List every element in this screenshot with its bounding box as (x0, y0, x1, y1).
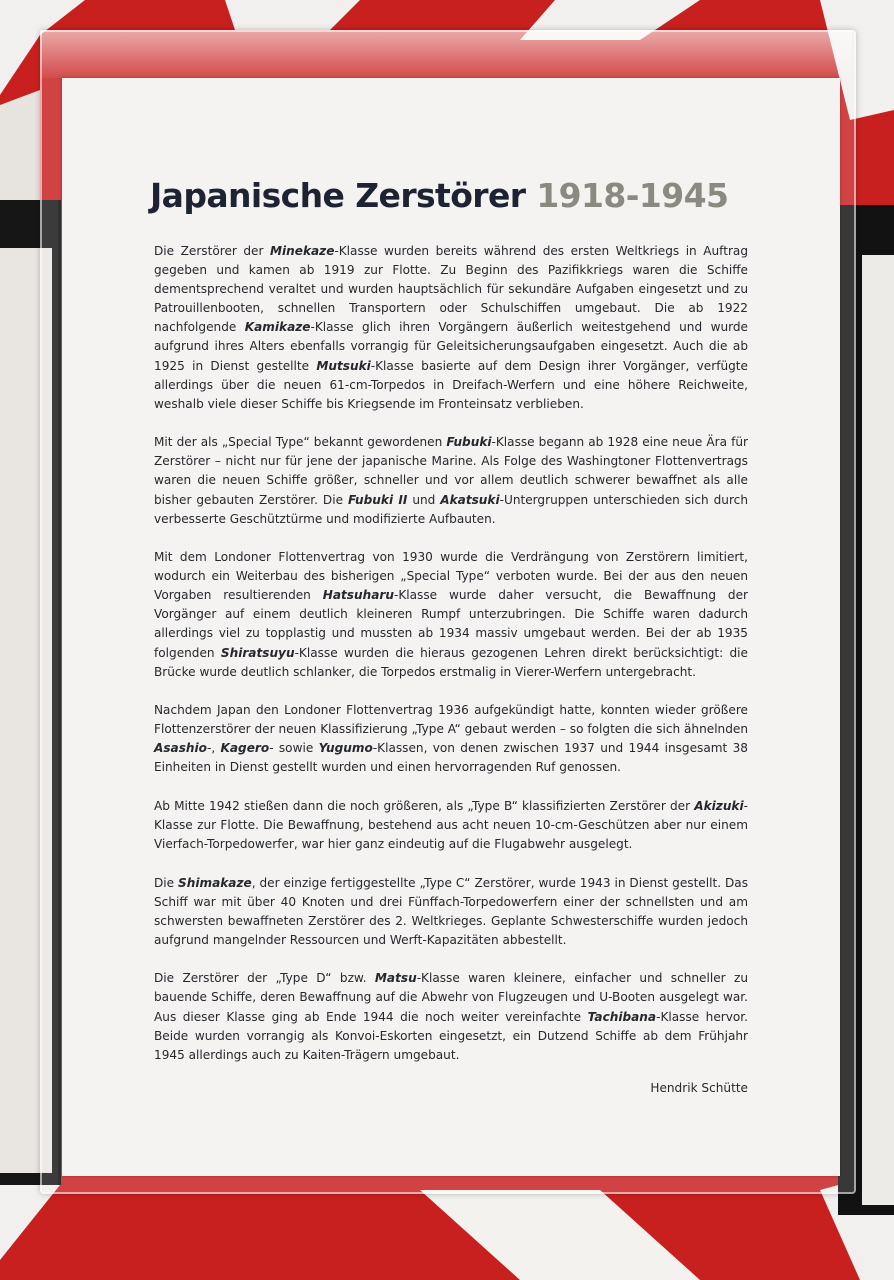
body-paragraph (154, 242, 748, 414)
sign-body-text (154, 242, 748, 1084)
paragraph-text: Nachdem Japan den Londoner Flottenvertrag 1936 aufgekündigt hatte, konnten wieder größere Flottenzerstörer der neuen Klassifizierung „Type A“ gebaut werden – so folgten die sich ähnelnden (154, 703, 748, 737)
ship-class-name: Minekaze (269, 244, 335, 258)
ship-class-name: Akizuki (694, 798, 744, 813)
ship-class-name: Shimakaze (178, 875, 252, 890)
title-main: Japanische Zerstörer (150, 176, 526, 215)
ship-class-name: Kamikaze (244, 320, 311, 335)
ship-class-name: Kagero (220, 741, 270, 756)
ship-class-name: Asashio (154, 741, 207, 756)
paragraph-text: -Klasse hervor. Beide wurden vorrangig als Konvoi-Eskorten eingesetzt, ein Dutzend Schiffe ab dem Frühjahr 1945 allerdings auch zu Kaiten-Trägern umgebaut. (154, 1009, 749, 1062)
paragraph-text: -Klasse wurden bereits während des ersten Weltkriegs in Auftrag gegeben und kamen ab 1919 zur Flotte. Zu Beginn des Pazifikkriegs waren die Schiffe dementsprechend veraltet und wurden hauptsächlich für sekundäre Aufgaben eingesetzt und zu Patrouillenbooten, schnellen Transportern oder Schulschiffen umgebaut. Die ab 1922 nachfolgende (154, 244, 748, 335)
ship-class-name: Matsu (374, 971, 417, 986)
ship-class-name: Tachibana (587, 1009, 657, 1024)
paragraph-text: -Klasse basierte auf dem Design ihrer Vorgänger, verfügte allerdings über die neuen 61-cm-Torpedos in Dreifach-Werfern und eine höhere Reichweite, weshalb viele dieser Schiffe bis Kriegsende im Fronteinsatz verblieben. (154, 358, 748, 411)
paragraph-text: - sowie (269, 741, 319, 756)
sign-title (150, 176, 770, 215)
paragraph-text: , der einzige fertiggestellte „Type C“ Zerstörer, wurde 1943 in Dienst gestellt. Das Schiff war mit über 40 Knoten und drei Fünffach-Torpedowerfern einer der schnellsten und am schwersten bewaffneten Zerstörer des 2. Weltkrieges. Geplante Schwesterschiffe wurden jedoch aufgrund mangelnder Ressourcen und Werft-Kapazitäten abbestellt. (154, 875, 748, 947)
ship-class-name: Hatsuharu (322, 588, 394, 603)
paragraph-text: -Klasse waren kleinere, einfacher und schneller zu bauende Schiffe, deren Bewaffnung auf die Abwehr von Flugzeugen und U-Booten ausgelegt war. Aus dieser Klasse ging ab Ende 1944 die noch weiter vereinfachte (154, 971, 748, 1024)
paragraph-text: -Klassen, von denen zwischen 1937 und 1944 insgesamt 38 Einheiten in Dienst gestellt wurden und einen hervorragenden Ruf genossen. (154, 741, 748, 775)
paragraph-text: -Klasse zur Flotte. Die Bewaffnung, bestehend aus acht neuen 10-cm-Geschützen aber nur einem Vierfach-Torpedowerfer, war hier ganz eindeutig auf die Flugabwehr ausgelegt. (154, 798, 748, 852)
body-paragraph (154, 797, 748, 854)
paragraph-text: Die (154, 875, 179, 890)
paragraph-text: -Klasse begann ab 1928 eine neue Ära für Zerstörer – nicht nur für jene der japanische Marine. Als Folge des Washingtoner Flottenvertrags waren die neuen Schiffe größer, schneller und vor allem deutlich schwerer bewaffnet als alle bisher gebauten Zerstörer. Die (154, 435, 748, 507)
author-signature: Hendrik Schütte (650, 1081, 748, 1095)
body-paragraph (154, 701, 748, 777)
ship-class-name: Shiratsuyu (220, 645, 295, 660)
paragraph-text: Mit dem Londoner Flottenvertrag von 1930 wurde die Verdrängung von Zerstörern limitiert, wodurch ein Weiterbau des bisherigen „Special Type“ verboten wurde. Bei der aus den neuen Vorgaben resultierenden (154, 550, 748, 603)
paragraph-text: Mit der als „Special Type“ bekannt gewordenen (154, 435, 447, 450)
body-paragraph (154, 969, 748, 1064)
paragraph-text: Ab Mitte 1942 stießen dann die noch größeren, als „Type B“ klassifizierten Zerstörer der (154, 798, 695, 813)
ship-class-name: Fubuki (446, 435, 492, 450)
picture-frame-right-mat (862, 255, 894, 1205)
acrylic-holder-top-edge (40, 30, 852, 78)
paragraph-text: -Klasse wurde daher versucht, die Bewaffnung der Vorgänger auf einem deutlich kleineren Rumpf unterzubringen. Die Schiffe waren dadurch allerdings viel zu topplastig und mussten ab 1934 massiv umgebaut werden. Bei der ab 1935 folgenden (154, 588, 748, 660)
ship-class-name: Akatsuki (440, 492, 500, 507)
body-paragraph (154, 433, 748, 528)
ship-class-name: Fubuki II (347, 492, 408, 507)
paragraph-text: Die Zerstörer der „Type D“ bzw. (154, 971, 375, 986)
body-paragraph (154, 548, 748, 682)
paragraph-text: -Untergruppen unterschieden sich durch verbesserte Geschütztürme und modifizierte Aufbauten. (154, 492, 748, 526)
paragraph-text: -Klasse wurden die hieraus gezogenen Lehren direkt berücksichtigt: die Brücke wurde deutlich schlanker, die Torpedos erstmalig in Vierer-Werfern untergebracht. (154, 645, 748, 679)
paragraph-text: und (407, 492, 441, 507)
body-paragraph (154, 874, 748, 950)
paragraph-text: Die Zerstörer der (154, 244, 270, 258)
ship-class-name: Yugumo (318, 741, 373, 756)
title-years: 1918-1945 (536, 176, 729, 215)
paragraph-text: -Klasse glich ihren Vorgängern äußerlich weitestgehend und wurde aufgrund ihres Alters ebenfalls vorrangig für Geleitsicherungsaufgaben eingesetzt. Auch die ab 1925 in Dienst gestellte (154, 320, 748, 373)
paragraph-text: -, (206, 741, 221, 756)
ship-class-name: Mutsuki (316, 358, 371, 373)
